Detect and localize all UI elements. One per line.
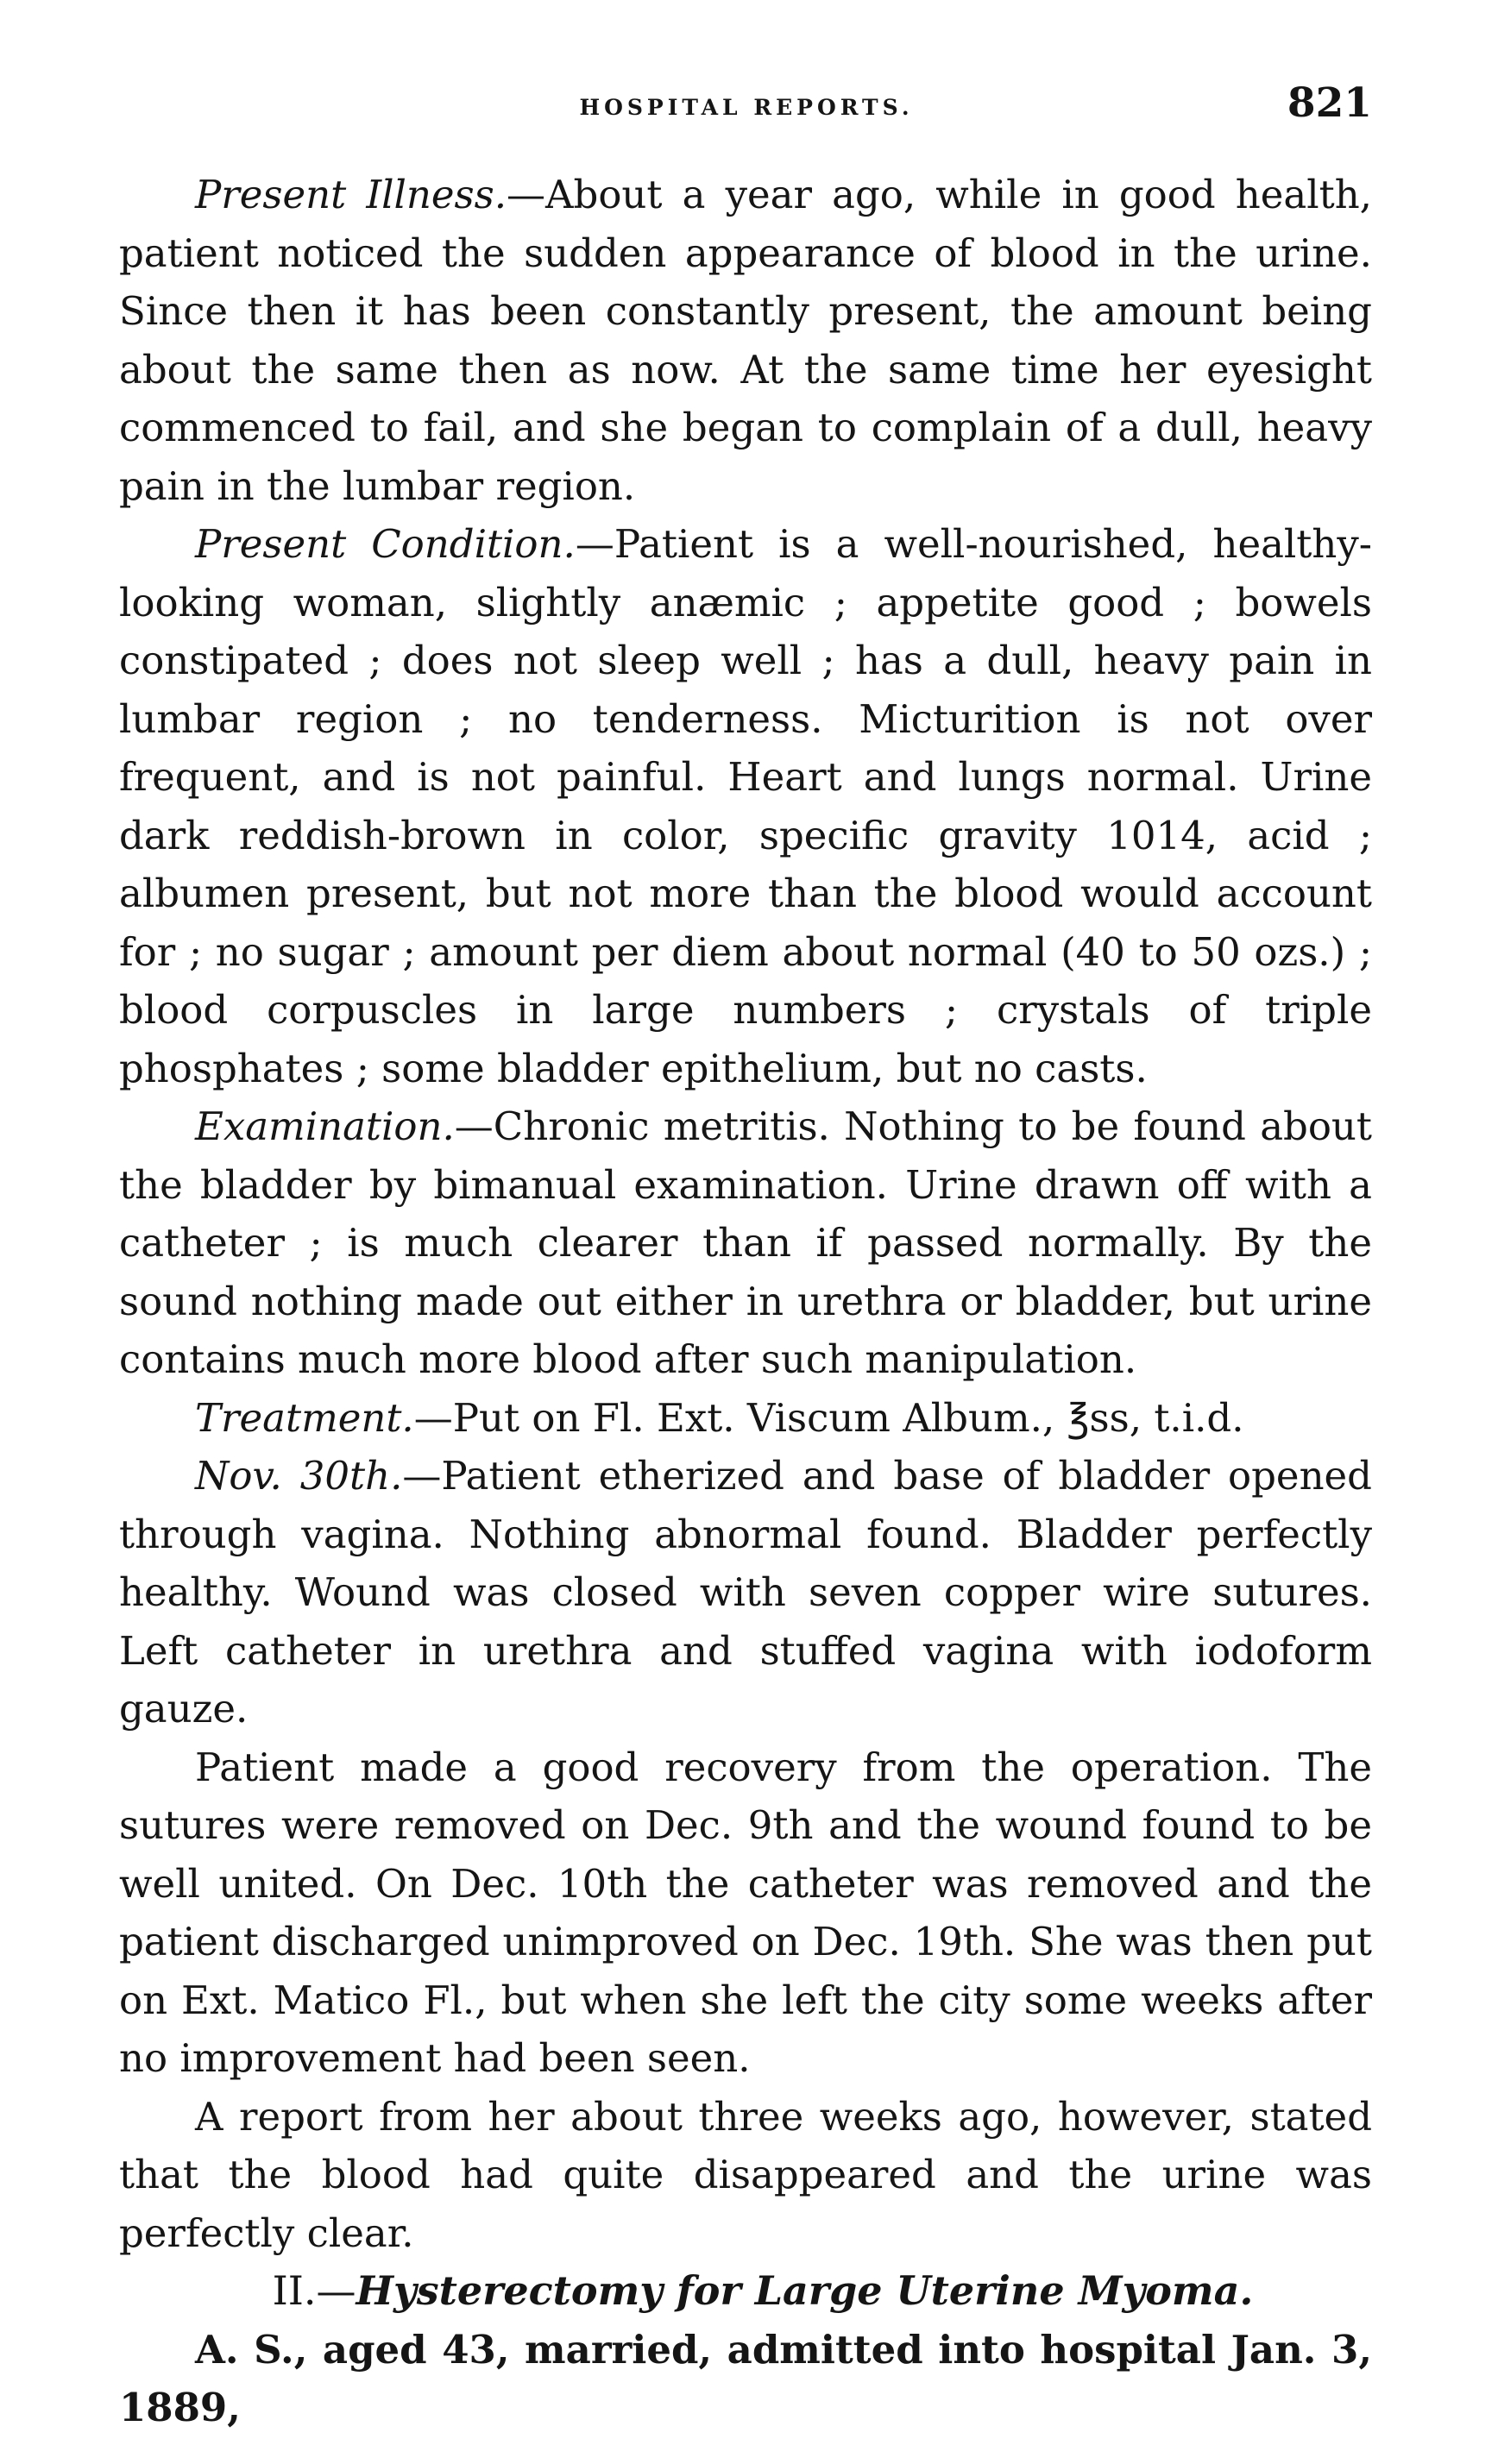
paragraph-lead: Nov. 30th. [195, 1453, 403, 1499]
paragraph-nov-30th [119, 1447, 1372, 1738]
paragraph-lead: Examination. [195, 1103, 455, 1149]
paragraph-text: A report from her about three weeks ago, however, stated that the blood had quite disappeared and the urine was perfectly clear. [119, 2093, 1372, 2256]
paragraph-text: —About a year ago, while in good health, patient noticed the sudden appearance of blood in the urine. Since then it has been constantly present, the amount being about the same then as now. At the same time her eyesight commenced to fail, and she began to complain of a dull, heavy pain in the lumbar region. [119, 172, 1372, 509]
paragraph-text: —Patient is a well-nourished, healthy-looking woman, slightly anæmic ; appetite good ; bowels constipated ; does not sleep well ; has a dull, heavy pain in lumbar region ; no tenderness. Micturition is not over frequent, and is not painful. Heart and lungs normal. Urine dark reddish-brown in color, specific gravity 1014, acid ; albumen present, but not more than the blood would account for ; no sugar ; amount per diem about normal (40 to 50 ozs.) ; blood corpuscles in large numbers ; crystals of triple phosphates ; some bladder epithelium, but no casts. [119, 521, 1372, 1091]
section-title: Hysterectomy for Large Uterine Myoma. [356, 2267, 1254, 2314]
section-heading [119, 2262, 1372, 2321]
paragraph-lead: Present Illness. [195, 172, 507, 217]
paragraph-treatment [119, 1389, 1372, 1448]
paragraph-report [119, 2088, 1372, 2263]
paragraph-recovery [119, 1738, 1372, 2088]
page-header [121, 79, 1372, 140]
paragraph-present-condition [119, 515, 1372, 1097]
paragraph-text: —Chronic metritis. Nothing to be found about the bladder by bimanual examination. Urine drawn off with a catheter ; is much clearer than if passed normally. By the sound nothing made out either in urethra or bladder, but urine contains much more blood after such manipulation. [119, 1103, 1372, 1382]
paragraph-present-illness [119, 166, 1372, 515]
paragraph-text: —Patient etherized and base of bladder opened through vagina. Nothing abnormal found. Bladder perfectly healthy. Wound was closed with seven copper wire sutures. Left catheter in urethra and stuffed vagina with iodoform gauze. [119, 1453, 1372, 1732]
body-text [119, 166, 1372, 2437]
paragraph-text: Patient made a good recovery from the operation. The sutures were removed on Dec. 9th and the wound found to be well united. On Dec. 10th the catheter was removed and the patient discharged unimproved on Dec. 19th. She was then put on Ext. Matico Fl., but when she left the city some weeks after no improvement had been seen. [119, 1744, 1372, 2081]
section-number: II.— [272, 2267, 356, 2314]
paragraph-text: —Put on Fl. Ext. Viscum Album., ℥ss, t.i.d. [413, 1394, 1244, 1441]
paragraph-examination [119, 1097, 1372, 1389]
paragraph-lead: Present Condition. [195, 521, 576, 567]
paragraph-lead: Treatment. [195, 1394, 414, 1441]
running-head: HOSPITAL REPORTS. [579, 95, 914, 120]
closing-line: A. S., aged 43, married, admitted into hospital Jan. 3, 1889, [119, 2326, 1372, 2430]
page-number: 821 [1287, 79, 1372, 127]
